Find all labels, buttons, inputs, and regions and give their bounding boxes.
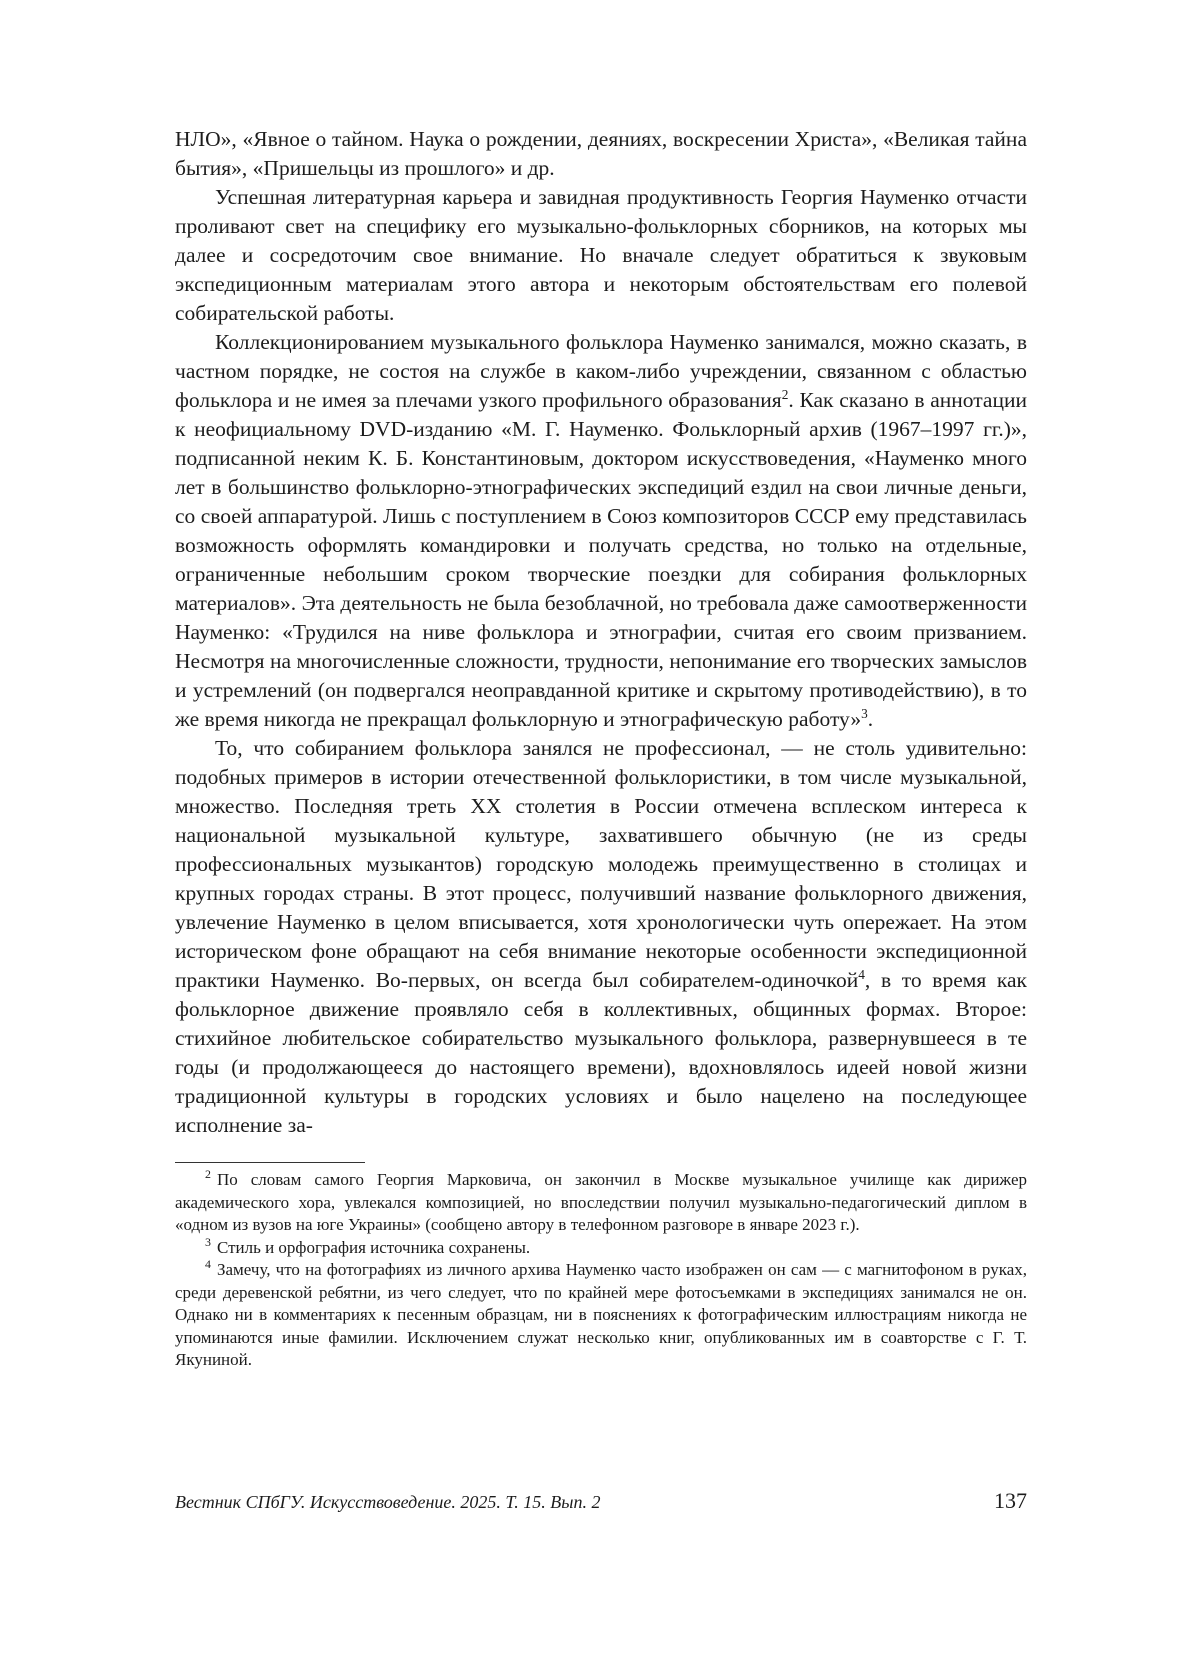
footnote-divider bbox=[175, 1162, 365, 1163]
footnote-text-3: Стиль и орфография источника сохранены. bbox=[216, 1237, 531, 1257]
page-content bbox=[175, 125, 1027, 1372]
footnotes bbox=[175, 1169, 1027, 1372]
paragraph-3-text-a: Коллекционированием музыкального фольклора Науменко занимался, можно сказать, в частном порядке, не состоя на службе в каком-либо учреждении, связанном с областью фольклора и не имея за плечами узкого профильного образования bbox=[175, 330, 1027, 412]
main-text bbox=[175, 125, 1027, 1140]
page-number: 137 bbox=[994, 1488, 1027, 1513]
paragraph-2 bbox=[175, 183, 1027, 328]
paragraph-3-text-c: . bbox=[867, 707, 874, 731]
paragraph-4 bbox=[175, 734, 1027, 1140]
paragraph-4-text-a: То, что собиранием фольклора занялся не профессионал, — не столь удивительно: подобных примеров в истории отечественной фольклористики, в том числе музыкальной, множество. Последняя треть XX столетия в России отмечена всплеском интереса к национальной музыкальной культуре, захватившего обычную (не из среды профессиональных музыкантов) городскую молодежь преимущественно в столицах и крупных городах страны. В этот процесс, получивший название фольклорного движения, увлечение Науменко в целом вписывается, хотя хронологически чуть опережает. На этом историческом фоне обращают на себя внимание некоторые особенности экспедиционной практики Науменко. Во-первых, он всегда был собирателем-одиночкой bbox=[175, 736, 1027, 992]
footnote-2 bbox=[175, 1169, 1027, 1237]
footnote-number-3: 3 bbox=[205, 1234, 211, 1249]
footnote-number-2: 2 bbox=[205, 1167, 211, 1182]
footnote-ref-4[interactable]: 4 bbox=[858, 966, 865, 982]
paragraph-1 bbox=[175, 125, 1027, 183]
footnote-3 bbox=[175, 1234, 1027, 1260]
footnote-4 bbox=[175, 1259, 1027, 1372]
paragraph-3 bbox=[175, 328, 1027, 734]
footnote-number-4: 4 bbox=[205, 1257, 211, 1272]
journal-title: Вестник СПбГУ. Искусствоведение. 2025. Т. 15. Вып. 2 bbox=[175, 1492, 601, 1512]
footnote-ref-3[interactable]: 3 bbox=[861, 705, 868, 721]
paragraph-3-text-b: . Как сказано в аннотации к неофициальному DVD-изданию «М. Г. Науменко. Фольклорный архив (1967–1997 гг.)», подписанной неким К. Б. Константиновым, доктором искусствоведения, «Науменко много лет в большинство фольклорно-этнографических экспедиций ездил на свои личные деньги, со своей аппаратурой. Лишь с поступлением в Союз композиторов СССР ему представилась возможность оформлять командировки и получать средства, но только на отдельные, ограниченные небольшим сроком творческие поездки для собирания фольклорных материалов». Эта деятельность не была безоблачной, но требовала даже самоотверженности Науменко: «Трудился на ниве фольклора и этнографии, считая его своим призванием. Несмотря на многочисленные сложности, трудности, непонимание его творческих замыслов и устремлений (он подвергался неоправданной критике и скрытому противодействию), в то же время никогда не прекращал фольклорную и этнографическую работу» bbox=[175, 388, 1027, 731]
paragraph-1-text: НЛО», «Явное о тайном. Наука о рождении, деяниях, воскресении Христа», «Великая тайна бытия», «Пришельцы из прошлого» и др. bbox=[175, 127, 1027, 180]
paragraph-2-text: Успешная литературная карьера и завидная продуктивность Георгия Науменко отчасти проливают свет на специфику его музыкально-фольклорных сборников, на которых мы далее и сосредоточим свое внимание. Но вначале следует обратиться к звуковым экспедиционным материалам этого автора и некоторым обстоятельствам его полевой собирательской работы. bbox=[175, 185, 1027, 325]
page-footer bbox=[175, 1488, 1027, 1514]
footnote-ref-2[interactable]: 2 bbox=[781, 386, 789, 402]
paragraph-4-text-b: , в то время как фольклорное движение проявляло себя в коллективных, общинных формах. Второе: стихийное любительское собирательство музыкального фольклора, развернувшееся в те годы (и продолжающееся до настоящего времени), вдохновлялось идеей новой жизни традиционной культуры в городских условиях и было нацелено на последующее исполнение за- bbox=[175, 968, 1028, 1137]
footnote-text-4: Замечу, что на фотографиях из личного архива Науменко часто изображен он сам — с магнитофоном в руках, среди деревенской ребятни, из чего следует, что по крайней мере фотосъемками в экспедициях занимался не он. Однако ни в комментариях к песенным образцам, ни в пояснениях к фотографическим иллюстрациям никогда не упоминаются иные фамилии. Исключением служат несколько книг, опубликованных им в соавторстве с Г. Т. Якуниной. bbox=[175, 1260, 1027, 1369]
footnote-text-2: По словам самого Георгия Марковича, он закончил в Москве музыкальное училище как дирижер академического хора, увлекался композицией, но впоследствии получил музыкально-педагогический диплом в «одном из вузов на юге Украины» (сообщено автору в телефонном разговоре в январе 2023 г.). bbox=[175, 1170, 1027, 1234]
